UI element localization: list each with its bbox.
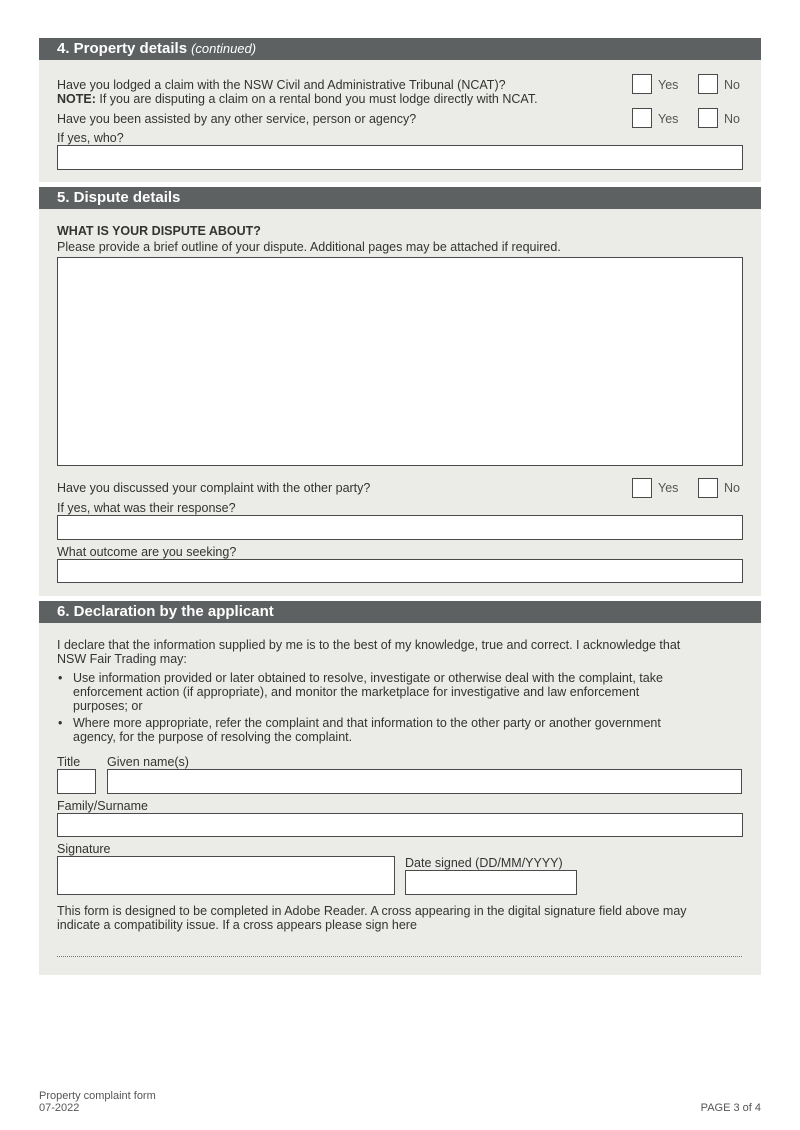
signature-label: Signature — [57, 842, 111, 856]
given-names-input[interactable] — [107, 769, 742, 794]
bullet-1-line-2: enforcement action (if appropriate), and monitor the marketplace for investigative and law enforcement — [73, 685, 640, 699]
declaration-line-2: NSW Fair Trading may: — [57, 652, 187, 666]
ncat-no-checkbox[interactable] — [698, 74, 718, 94]
assisted-yes-label: Yes — [658, 112, 679, 126]
ncat-note-label: NOTE: — [57, 92, 96, 106]
footer-form-date: 07-2022 — [39, 1102, 80, 1114]
section-4-title: 4. Property details — [57, 40, 188, 57]
assisted-yes-checkbox[interactable] — [632, 108, 652, 128]
assisted-no-label: No — [724, 112, 740, 126]
adobe-note-line-2: indicate a compatibility issue. If a cross appears please sign here — [57, 918, 417, 932]
response-input[interactable] — [57, 515, 743, 540]
ncat-note-text: If you are disputing a claim on a rental bond you must lodge directly with NCAT. — [95, 92, 538, 106]
discussed-no-label: No — [724, 481, 740, 495]
ncat-no-label: No — [724, 78, 740, 92]
discussed-yes-label: Yes — [658, 481, 679, 495]
date-signed-label: Date signed (DD/MM/YYYY) — [405, 856, 563, 870]
surname-input[interactable] — [57, 813, 743, 837]
dispute-subheading: WHAT IS YOUR DISPUTE ABOUT? — [57, 224, 261, 238]
footer-form-name: Property complaint form — [39, 1090, 156, 1102]
section-6-title: 6. Declaration by the applicant — [57, 603, 274, 620]
response-label: If yes, what was their response? — [57, 501, 236, 515]
given-names-label: Given name(s) — [107, 755, 189, 769]
section-5-title: 5. Dispute details — [57, 189, 181, 206]
adobe-note-line-1: This form is designed to be completed in Adobe Reader. A cross appearing in the digital signature field above may — [57, 904, 687, 918]
bullet-2-line-1: Where more appropriate, refer the complaint and that information to the other party or another government — [73, 716, 661, 730]
section-4-header — [39, 38, 761, 60]
section-4-title-suffix: (continued) — [191, 41, 257, 56]
bullet-marker-1: • — [58, 671, 63, 685]
outcome-input[interactable] — [57, 559, 743, 583]
dispute-outline-textarea[interactable] — [57, 257, 743, 466]
dispute-instruction: Please provide a brief outline of your dispute. Additional pages may be attached if required. — [57, 240, 561, 254]
discussed-no-checkbox[interactable] — [698, 478, 718, 498]
footer-page-number: PAGE 3 of 4 — [700, 1102, 761, 1114]
title-input[interactable] — [57, 769, 96, 794]
if-yes-who-input[interactable] — [57, 145, 743, 170]
assisted-no-checkbox[interactable] — [698, 108, 718, 128]
if-yes-who-label: If yes, who? — [57, 131, 124, 145]
outcome-label: What outcome are you seeking? — [57, 545, 237, 559]
ncat-question: Have you lodged a claim with the NSW Civil and Administrative Tribunal (NCAT)? — [57, 78, 506, 92]
section-6-header — [39, 601, 761, 623]
discussed-question: Have you discussed your complaint with the other party? — [57, 481, 371, 495]
manual-signature-line[interactable] — [57, 956, 742, 957]
bullet-2-line-2: agency, for the purpose of resolving the complaint. — [73, 730, 353, 744]
ncat-yes-checkbox[interactable] — [632, 74, 652, 94]
date-signed-input[interactable] — [405, 870, 577, 895]
surname-label: Family/Surname — [57, 799, 148, 813]
discussed-yes-checkbox[interactable] — [632, 478, 652, 498]
section-5-header — [39, 187, 761, 209]
bullet-1-line-1: Use information provided or later obtained to resolve, investigate or otherwise deal with the complaint, take — [73, 671, 663, 685]
declaration-line-1: I declare that the information supplied by me is to the best of my knowledge, true and correct. I acknowledge that — [57, 638, 681, 652]
signature-field[interactable] — [57, 856, 395, 895]
ncat-note — [57, 92, 538, 106]
title-label: Title — [57, 755, 81, 769]
bullet-1-line-3: purposes; or — [73, 699, 143, 713]
ncat-yes-label: Yes — [658, 78, 679, 92]
assisted-question: Have you been assisted by any other service, person or agency? — [57, 112, 417, 126]
bullet-marker-2: • — [58, 716, 63, 730]
